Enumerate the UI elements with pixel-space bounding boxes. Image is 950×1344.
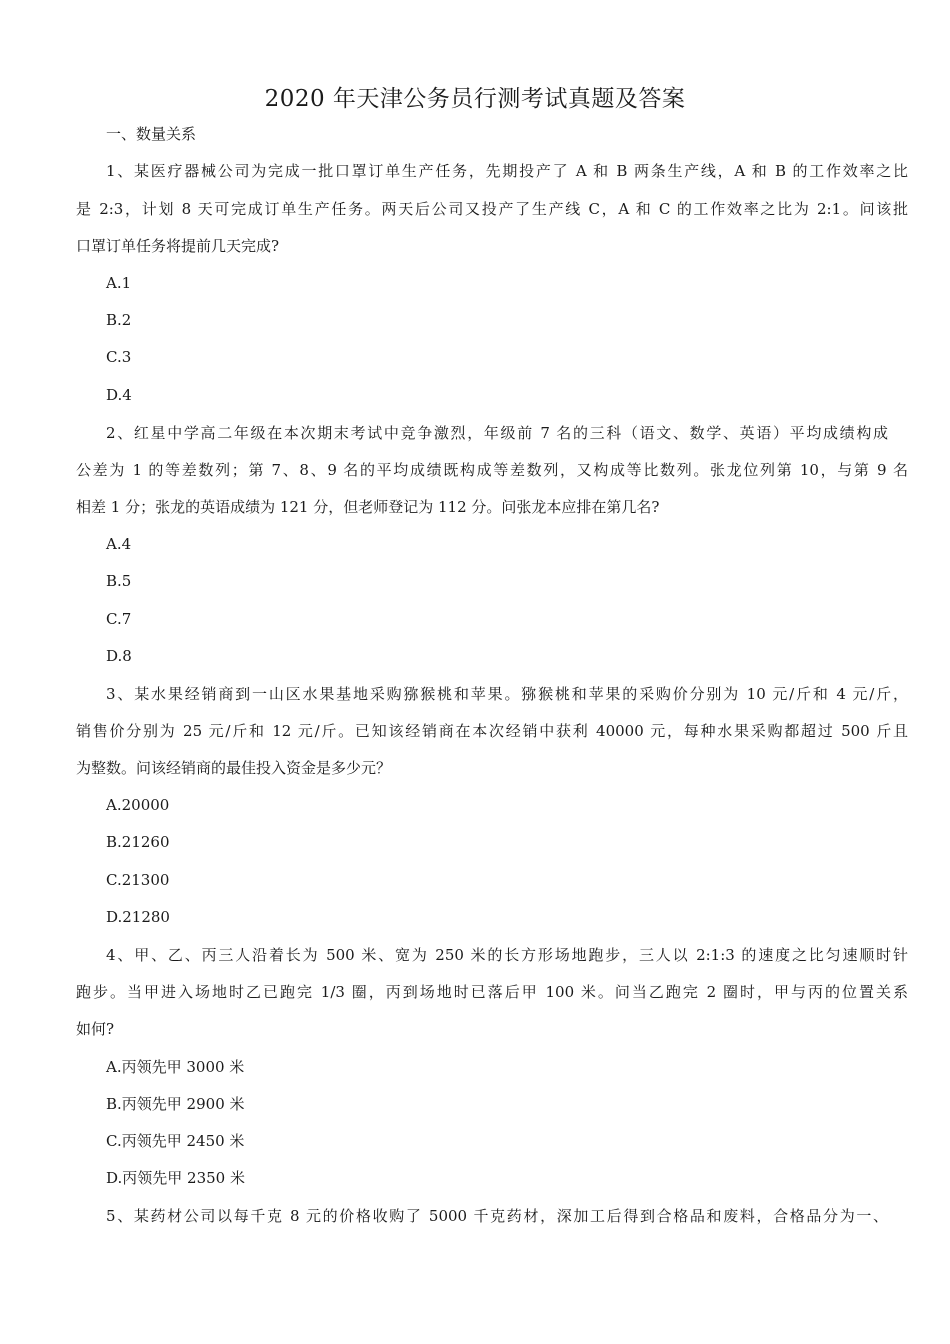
question-3-line-2: 销售价分别为 25 元/斤和 12 元/斤。已知该经销商在本次经销中获利 40000 元，每种水果采购都超过 500 斤且	[76, 722, 908, 740]
question-2-option-a: A.4	[106, 535, 132, 553]
question-3-option-d: D.21280	[106, 908, 170, 926]
question-3-option-c: C.21300	[106, 871, 170, 889]
question-1-option-a: A.1	[106, 274, 132, 292]
question-1-line-2: 是 2:3，计划 8 天可完成订单生产任务。两天后公司又投产了生产线 C，A 和 C 的工作效率之比为 2:1。问该批	[76, 200, 908, 218]
question-2-line-1: 2、红星中学高二年级在本次期末考试中竞争激烈，年级前 7 名的三科（语文、数学、英语）平均成绩构成	[106, 424, 888, 442]
question-3-line-3: 为整数。问该经销商的最佳投入资金是多少元？	[76, 759, 392, 777]
question-3-option-a: A.20000	[106, 796, 170, 814]
question-2-option-b: B.5	[106, 572, 132, 590]
question-5-line-1: 5、某药材公司以每千克 8 元的价格收购了 5000 千克药材，深加工后得到合格品和废料，合格品分为一、	[106, 1207, 888, 1225]
question-2-line-3: 相差 1 分；张龙的英语成绩为 121 分，但老师登记为 112 分。问张龙本应排在第几名?	[76, 498, 660, 516]
question-3-line-1: 3、某水果经销商到一山区水果基地采购猕猴桃和苹果。猕猴桃和苹果的采购价分别为 10 元/斤和 4 元/斤，	[106, 685, 908, 703]
question-1-option-b: B.2	[106, 311, 132, 329]
page-title: 2020 年天津公务员行测考试真题及答案	[264, 86, 686, 112]
question-2-option-d: D.8	[106, 647, 132, 665]
question-4-option-c: C.丙领先甲 2450 米	[106, 1132, 245, 1150]
question-4-line-2: 跑步。当甲进入场地时乙已跑完 1/3 圈，丙到场地时已落后甲 100 米。问当乙跑完 2 圈时，甲与丙的位置关系	[76, 983, 908, 1001]
question-4-option-b: B.丙领先甲 2900 米	[106, 1095, 245, 1113]
question-1-line-3: 口罩订单任务将提前几天完成?	[76, 237, 280, 255]
question-3-option-b: B.21260	[106, 833, 170, 851]
section-heading: 一、数量关系	[106, 125, 197, 143]
question-4-line-3: 如何?	[76, 1020, 115, 1038]
question-1-option-d: D.4	[106, 386, 132, 404]
question-1-line-1: 1、某医疗器械公司为完成一批口罩订单生产任务，先期投产了 A 和 B 两条生产线，A 和 B 的工作效率之比	[106, 162, 908, 180]
question-1-option-c: C.3	[106, 348, 132, 366]
question-4-option-a: A.丙领先甲 3000 米	[106, 1058, 245, 1076]
question-2-option-c: C.7	[106, 610, 132, 628]
question-4-line-1: 4、甲、乙、丙三人沿着长为 500 米、宽为 250 米的长方形场地跑步，三人以 2:1:3 的速度之比匀速顺时针	[106, 946, 908, 964]
question-4-option-d: D.丙领先甲 2350 米	[106, 1169, 245, 1187]
question-2-line-2: 公差为 1 的等差数列；第 7、8、9 名的平均成绩既构成等差数列，又构成等比数列。张龙位列第 10，与第 9 名	[76, 461, 908, 479]
